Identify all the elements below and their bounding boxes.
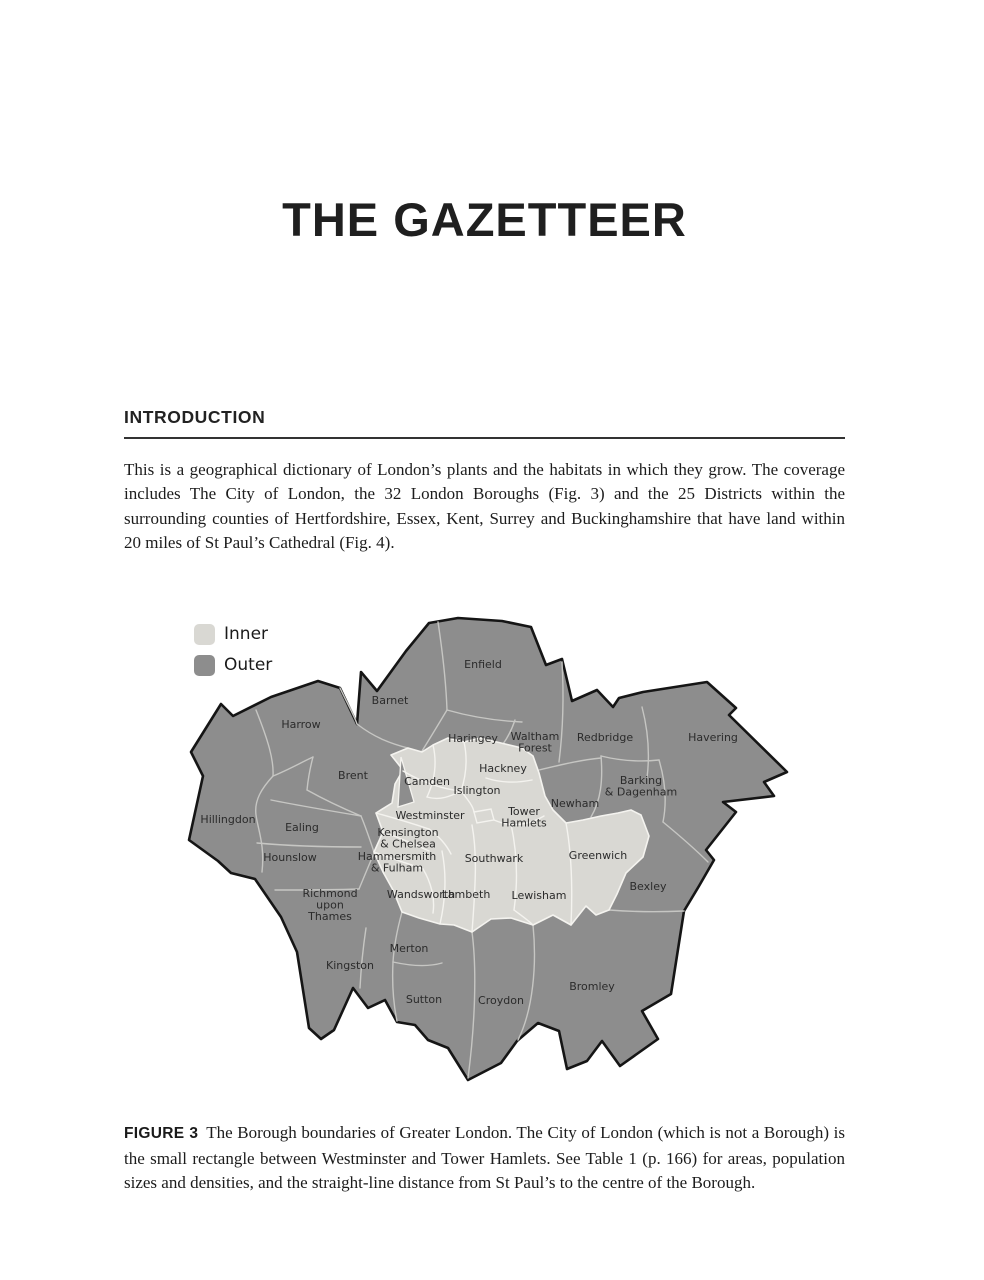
borough-label-enfield: Enfield bbox=[464, 658, 502, 671]
borough-label-islington: Islington bbox=[453, 784, 501, 797]
caption-label: FIGURE 3 bbox=[124, 1125, 199, 1142]
legend-swatch-inner bbox=[194, 624, 215, 645]
heading-rule bbox=[124, 437, 845, 439]
borough-label-greenwich: Greenwich bbox=[568, 849, 628, 862]
figure-caption bbox=[124, 1121, 845, 1196]
map-legend bbox=[194, 624, 272, 686]
borough-label-hounslow: Hounslow bbox=[263, 851, 317, 864]
caption-text: The Borough boundaries of Greater London. The City of London (which is not a Borough) is the small rectangle between Westminster and Tower Hamlets. See Table 1 (p. 166) for areas, population sizes and densities, and the straight-line distance from St Paul’s to the centre of the Borough. bbox=[124, 1123, 845, 1192]
city-of-london-rectangle bbox=[474, 809, 494, 823]
borough-label-hackney: Hackney bbox=[479, 762, 527, 775]
legend-label-outer: Outer bbox=[224, 655, 273, 675]
borough-label-hillingdon: Hillingdon bbox=[200, 813, 256, 826]
introduction-heading: INTRODUCTION bbox=[124, 407, 266, 427]
borough-label-tower-hamlets: Tower Hamlets bbox=[501, 805, 547, 830]
borough-label-croydon: Croydon bbox=[478, 994, 524, 1007]
legend-item-outer bbox=[194, 655, 272, 676]
legend-label-inner: Inner bbox=[224, 624, 269, 644]
borough-label-southwark: Southwark bbox=[464, 852, 524, 865]
introduction-section bbox=[124, 407, 845, 556]
borough-label-wandsworth: Wandsworth bbox=[386, 888, 456, 901]
borough-label-camden: Camden bbox=[404, 775, 450, 788]
figure-map bbox=[170, 610, 810, 1090]
borough-label-richmond-upon-thames: Richmond upon Thames bbox=[302, 887, 358, 923]
borough-label-harrow: Harrow bbox=[281, 718, 321, 731]
borough-label-redbridge: Redbridge bbox=[576, 731, 634, 744]
borough-label-ealing: Ealing bbox=[285, 821, 319, 834]
borough-label-bexley: Bexley bbox=[629, 880, 667, 893]
borough-label-sutton: Sutton bbox=[405, 993, 443, 1006]
legend-swatch-outer bbox=[194, 655, 215, 676]
borough-label-hammersmith-fulham: Hammersmith & Fulham bbox=[357, 850, 437, 875]
borough-label-westminster: Westminster bbox=[395, 809, 465, 822]
borough-label-lambeth: Lambeth bbox=[441, 888, 491, 901]
borough-label-barnet: Barnet bbox=[371, 694, 409, 707]
borough-label-merton: Merton bbox=[389, 942, 429, 955]
borough-label-havering: Havering bbox=[688, 731, 738, 744]
introduction-paragraph: This is a geographical dictionary of London’s plants and the habitats in which they grow. The coverage includes The City of London, the 32 London Boroughs (Fig. 3) and the 25 Districts within the surrounding counties of Hertfordshire, Essex, Kent, Surrey and Buckinghamshire that have land within 20 miles of St Paul’s Cathedral (Fig. 4). bbox=[124, 460, 845, 553]
borough-label-kingston: Kingston bbox=[326, 959, 374, 972]
borough-label-lewisham: Lewisham bbox=[511, 889, 567, 902]
borough-label-waltham-forest: Waltham Forest bbox=[510, 730, 560, 755]
borough-label-haringey: Haringey bbox=[448, 732, 498, 745]
borough-label-bromley: Bromley bbox=[569, 980, 615, 993]
borough-label-kensington-chelsea: Kensington & Chelsea bbox=[377, 826, 439, 851]
page-title: THE GAZETTEER bbox=[282, 193, 687, 247]
borough-label-newham: Newham bbox=[550, 797, 600, 810]
legend-item-inner bbox=[194, 624, 272, 645]
borough-label-barking-dagenham: Barking & Dagenham bbox=[604, 774, 678, 799]
borough-label-brent: Brent bbox=[338, 769, 368, 782]
